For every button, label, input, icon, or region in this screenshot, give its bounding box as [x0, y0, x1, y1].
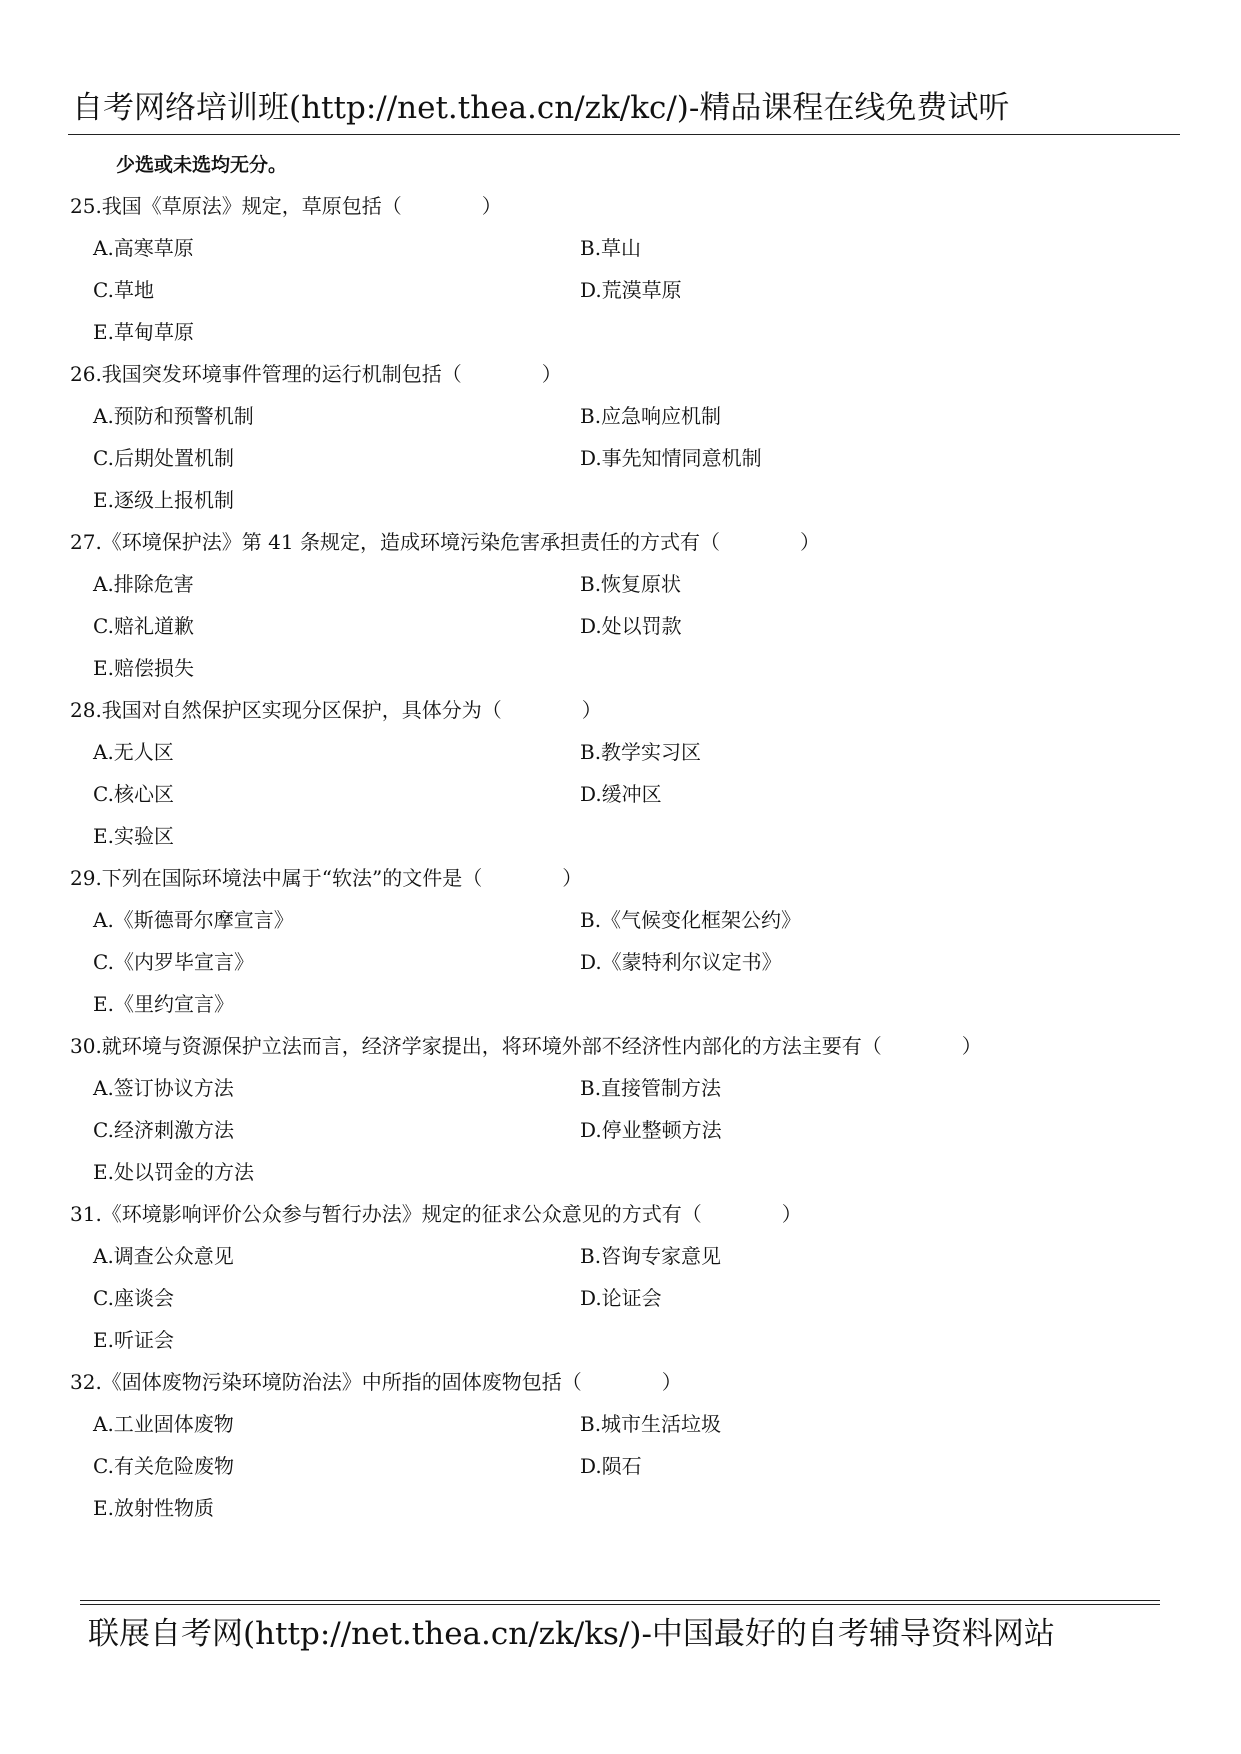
question-31	[70, 1199, 1170, 1367]
option-e: E.赔偿损失	[93, 656, 194, 680]
option-d: D.处以罚款	[580, 614, 682, 638]
option-e: E.处以罚金的方法	[93, 1160, 254, 1184]
question-stem: 26.我国突发环境事件管理的运行机制包括（ ）	[70, 362, 562, 386]
option-d: D.停业整顿方法	[580, 1118, 722, 1142]
option-c: C.核心区	[93, 782, 174, 806]
option-b: B.应急响应机制	[580, 404, 722, 428]
option-a: A.高寒草原	[93, 236, 194, 260]
option-e: E.草甸草原	[93, 320, 194, 344]
option-c: C.后期处置机制	[93, 446, 234, 470]
option-c: C.经济刺激方法	[93, 1118, 234, 1142]
page-header: 自考网络培训班(http://net.thea.cn/zk/kc/)-精品课程在线免费试听	[72, 90, 1010, 126]
option-b: B.草山	[580, 236, 642, 260]
question-stem: 29.下列在国际环境法中属于“软法”的文件是（ ）	[70, 866, 583, 890]
option-a: A.工业固体废物	[93, 1412, 234, 1436]
option-b: B.城市生活垃圾	[580, 1412, 722, 1436]
question-29	[70, 863, 1170, 1031]
option-a: A.排除危害	[93, 572, 194, 596]
question-stem: 27.《环境保护法》第 41 条规定，造成环境污染危害承担责任的方式有（ ）	[70, 530, 820, 554]
question-stem: 30.就环境与资源保护立法而言，经济学家提出，将环境外部不经济性内部化的方法主要有（ ）	[70, 1034, 982, 1058]
option-a: A.无人区	[93, 740, 174, 764]
option-c: C.草地	[93, 278, 154, 302]
question-stem: 31.《环境影响评价公众参与暂行办法》规定的征求公众意见的方式有（ ）	[70, 1202, 802, 1226]
question-32	[70, 1367, 1170, 1535]
question-30	[70, 1031, 1170, 1199]
option-a: A.签订协议方法	[93, 1076, 234, 1100]
option-c: C.《内罗毕宣言》	[93, 950, 254, 974]
option-d: D.缓冲区	[580, 782, 662, 806]
option-b: B.《气候变化框架公约》	[580, 908, 802, 932]
option-e: E.听证会	[93, 1328, 174, 1352]
option-d: D.事先知情同意机制	[580, 446, 762, 470]
header-divider	[68, 134, 1180, 135]
option-d: D.陨石	[580, 1454, 642, 1478]
option-a: A.《斯德哥尔摩宣言》	[93, 908, 294, 932]
option-b: B.直接管制方法	[580, 1076, 722, 1100]
option-a: A.调查公众意见	[93, 1244, 234, 1268]
instruction-text: 少选或未选均无分。	[116, 154, 288, 176]
option-c: C.赔礼道歉	[93, 614, 194, 638]
option-b: B.教学实习区	[580, 740, 702, 764]
option-c: C.有关危险废物	[93, 1454, 234, 1478]
option-b: B.咨询专家意见	[580, 1244, 722, 1268]
option-c: C.座谈会	[93, 1286, 174, 1310]
question-stem: 25.我国《草原法》规定，草原包括（ ）	[70, 194, 502, 218]
question-26	[70, 359, 1170, 527]
question-stem: 32.《固体废物污染环境防治法》中所指的固体废物包括（ ）	[70, 1370, 682, 1394]
option-e: E.《里约宣言》	[93, 992, 234, 1016]
option-a: A.预防和预警机制	[93, 404, 254, 428]
footer-divider	[80, 1600, 1160, 1605]
question-stem: 28.我国对自然保护区实现分区保护，具体分为（ ）	[70, 698, 602, 722]
option-e: E.放射性物质	[93, 1496, 214, 1520]
question-27	[70, 527, 1170, 695]
option-d: D.荒漠草原	[580, 278, 682, 302]
option-e: E.逐级上报机制	[93, 488, 234, 512]
option-d: D.《蒙特利尔议定书》	[580, 950, 782, 974]
question-25	[70, 191, 1170, 359]
option-d: D.论证会	[580, 1286, 662, 1310]
question-28	[70, 695, 1170, 863]
option-e: E.实验区	[93, 824, 174, 848]
option-b: B.恢复原状	[580, 572, 682, 596]
page-footer: 联展自考网(http://net.thea.cn/zk/ks/)-中国最好的自考辅导资料网站	[88, 1616, 1055, 1652]
question-list	[70, 191, 1170, 1535]
